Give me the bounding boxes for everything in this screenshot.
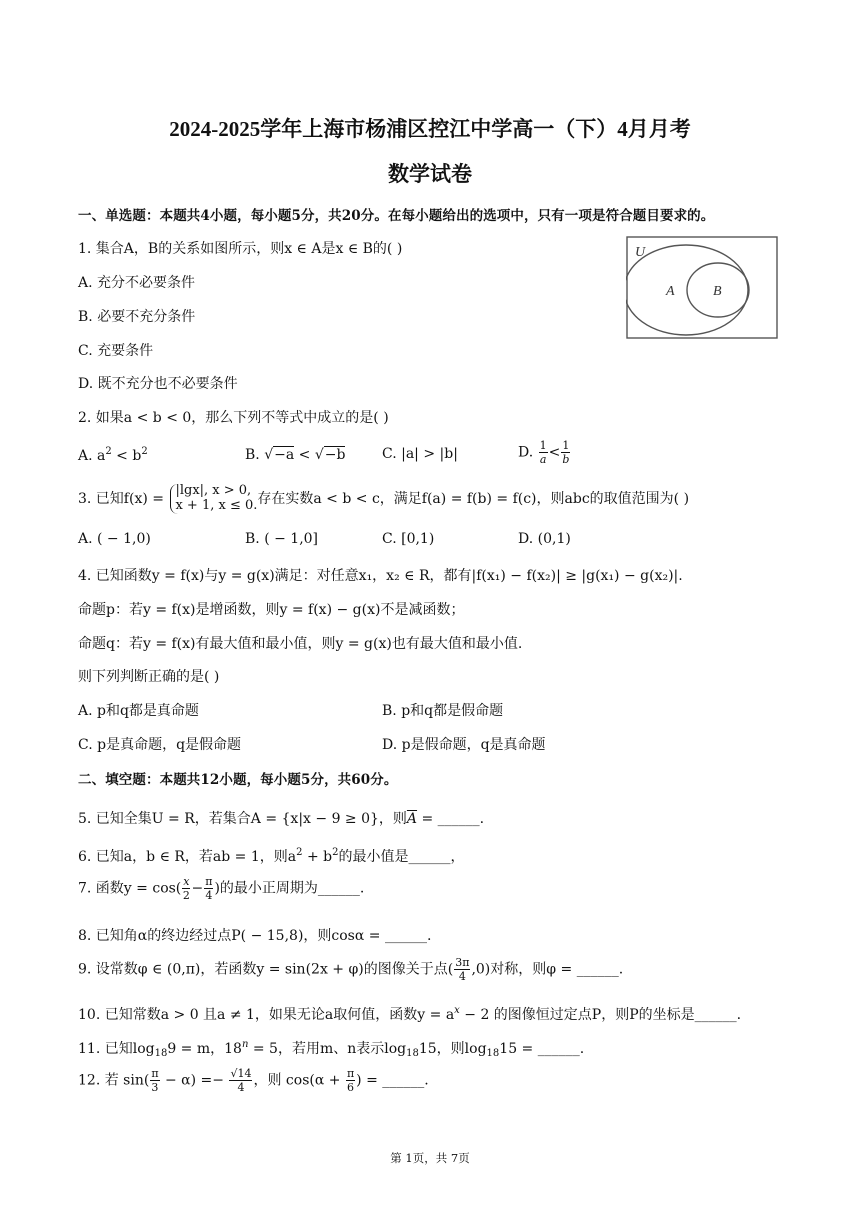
q11-stem: 11. 已知$\log_{18}9 = m$，$18^n = 5$，若用m、n表示$\log_{18}15$，则$\log_{18}15$ = ______. [78,1039,585,1059]
q2-option-a: A. $a^2 < b^2$ [78,446,148,464]
q2-option-b: B. √−a < √−b [245,447,346,463]
q9-stem: 9. 设常数φ ∈ (0,π)，若函数y = sin(2x + φ)的图像关于点( $\frac{3\pi}{4}$ ,0)对称，则φ = ______. [78,956,624,983]
section-fill-blank: 二、填空题：本题共12小题，每小题5分，共60分。 [78,772,398,788]
venn-label-a: A [666,284,675,299]
q4-option-a: A. p和q都是真命题 [78,703,199,719]
q5-stem: 5. 已知全集U = R，若集合A = {x|x − 9 ≥ 0}，则$\overline{A}$ = ______. [78,811,485,827]
q4-proposition-q: 命题q：若y = f(x)有最大值和最小值，则y = g(x)也有最大值和最小值. [78,636,523,652]
exam-title-line1: 2024-2025学年上海市杨浦区控江中学高一（下）4月月考 [169,117,691,141]
section-single-choice: 一、单选题：本题共4小题，每小题5分，共20分。在每小题给出的选项中，只有一项是符合题目要求的。 [78,208,715,224]
q12-stem: 12. 若 sin( $\frac{\pi}{3}$ − α) =− $\frac{√14}{4}$ ，则 cos(α + $\frac{\pi}{6}$ ) = ______. [78,1067,429,1094]
q4-option-d: D. p是假命题，q是真命题 [382,737,546,753]
q1-stem: 1. 集合A，B的关系如图所示，则x ∈ A是x ∈ B的( ) [78,241,403,257]
q1-option-b: B. 必要不充分条件 [78,309,196,325]
q4-option-b: B. p和q都是假命题 [382,703,504,719]
q3-stem: 3. 已知f(x) = |lgx|, x > 0, x + 1, x ≤ 0. 存在实数a < b < c，满足f(a) = f(b) = f(c)，则abc的取值范围为( ) [78,483,690,513]
venn-label-b: B [713,284,722,299]
exam-title-line2: 数学试卷 [388,162,472,186]
q2-stem: 2. 如果a < b < 0，那么下列不等式中成立的是( ) [78,410,389,426]
q1-option-c: C. 充要条件 [78,343,154,359]
q2-option-c: C. |a| > |b| [382,446,458,462]
page-footer: 第 1页，共 7页 [390,1151,470,1165]
q8-stem: 8. 已知角α的终边经过点P( − 15,8)，则cosα = ______. [78,928,432,944]
q3-option-d: D. (0,1) [518,531,571,547]
q6-stem: 6. 已知a，b ∈ R，若ab = 1，则$a^2 + b^2$的最小值是______， [78,847,465,865]
q1-option-d: D. 既不充分也不必要条件 [78,376,238,392]
q3-option-a: A. ( − 1,0) [78,531,151,547]
q2-option-d: D. $\frac{1}{a}$ < $\frac{1}{b}$ [518,439,570,466]
q4-ask: 则下列判断正确的是( ) [78,669,220,685]
q3-option-b: B. ( − 1,0] [245,531,319,547]
q7-stem: 7. 函数y = cos( $\frac{x}{2}$ − $\frac{\pi}{4}$ )的最小正周期为______. [78,875,365,902]
q4-stem: 4. 已知函数y = f(x)与y = g(x)满足：对任意x₁，x₂ ∈ R，都有|f(x₁) − f(x₂)| ≥ |g(x₁) − g(x₂)|. [78,568,683,584]
q10-stem: 10. 已知常数a > 0 且a ≠ 1，如果无论a取何值，函数$y = a^x - 2$ 的图像恒过定点P，则P的坐标是______. [78,1005,742,1023]
venn-label-u: U [635,245,646,260]
venn-universe-box [627,237,777,338]
q4-proposition-p: 命题p：若y = f(x)是增函数，则y = f(x) − g(x)不是减函数； [78,602,465,618]
q3-option-c: C. [0,1) [382,531,435,547]
q1-option-a: A. 充分不必要条件 [78,275,196,291]
venn-diagram [626,236,778,339]
q4-option-c: C. p是真命题，q是假命题 [78,737,242,753]
